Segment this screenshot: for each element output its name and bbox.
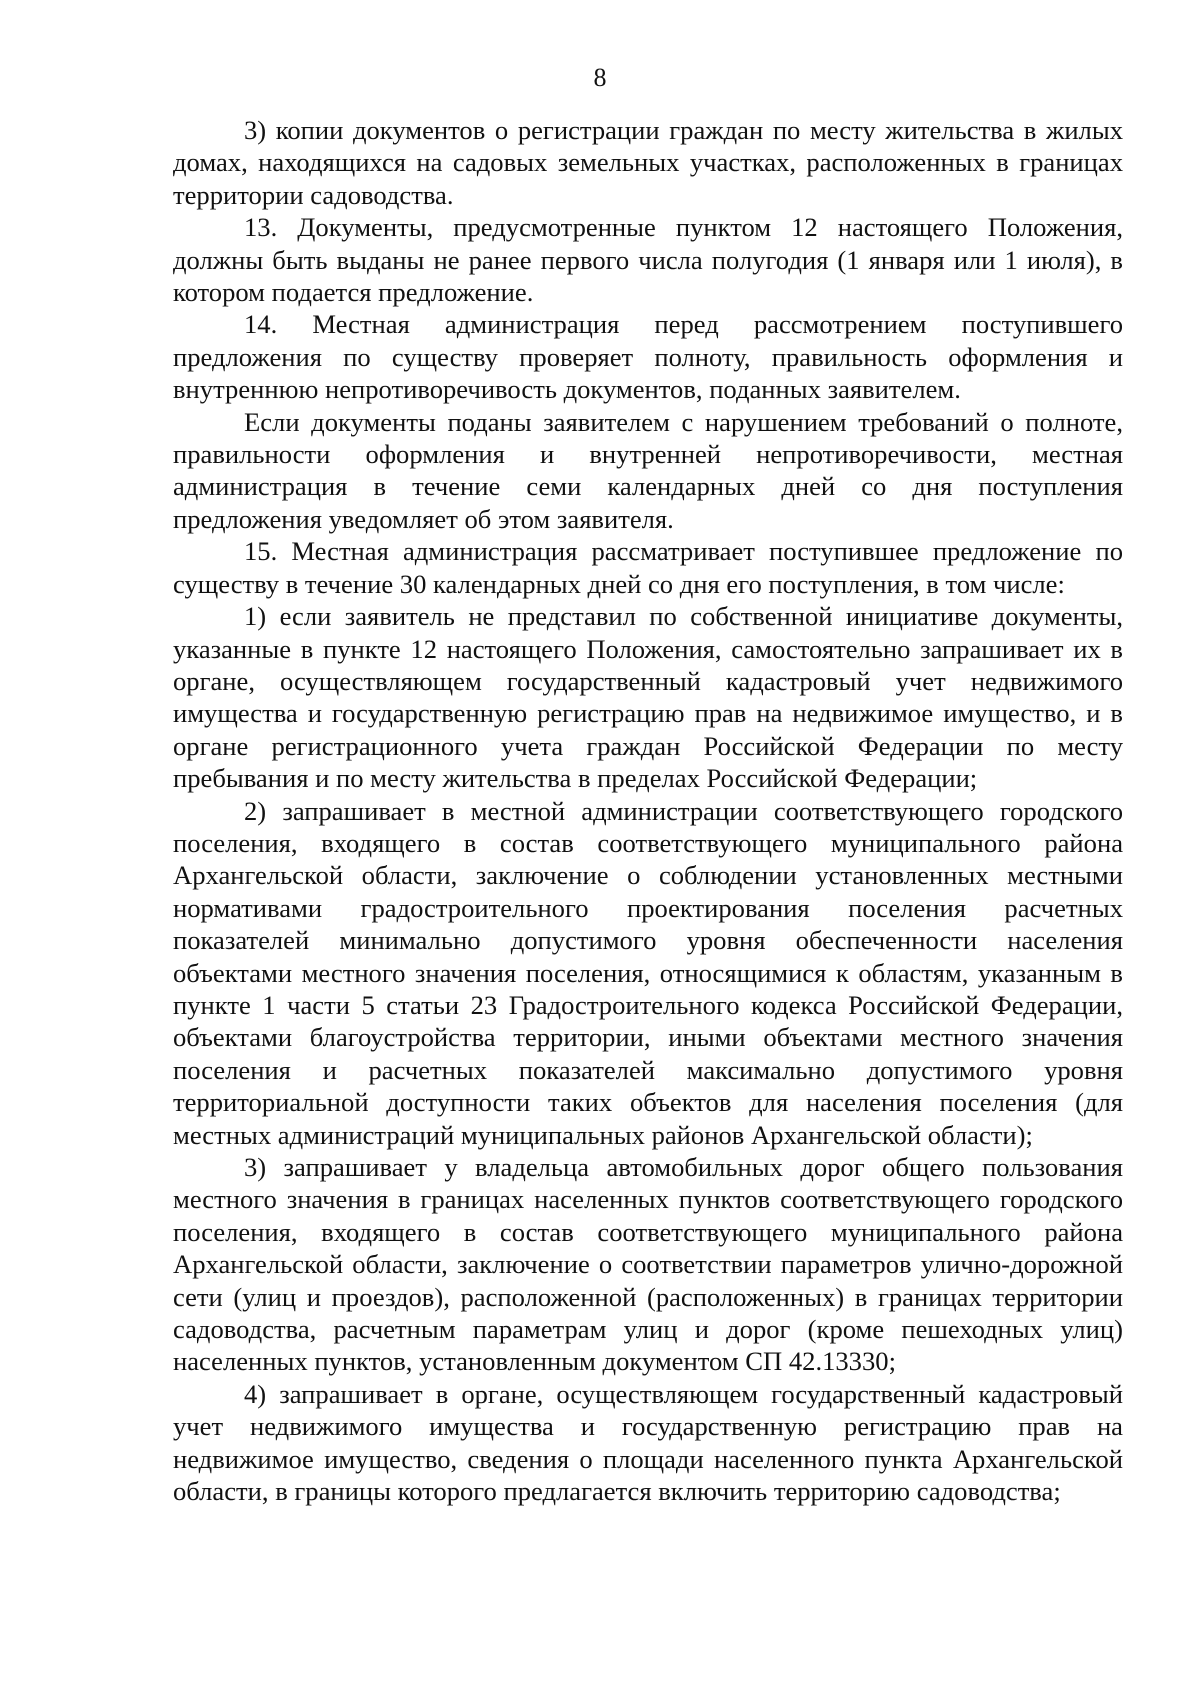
paragraph-15-item-3-road-network-conclusion: 3) запрашивает у владельца автомобильных дорог общего пользования местного значения в границах населенных пунктов соответствующего городского поселения, входящего в состав соответствующего муниципального района Архангельской области, заключение о соответствии параметров улично-дорожной сети (улиц и проездов), расположенной (расположенных) в границах территории садоводства, расчетным параметрам улиц и дорог (кроме пешеходных улиц) населенных пунктов, установленным документом СП 42.13330; [173,1152,1123,1377]
paragraph-15-item-2-urban-planning-conclusion: 2) запрашивает в местной администрации соответствующего городского поселения, входящего в состав соответствующего муниципального района Архангельской области, заключение о соблюдении установленных местными нормативами градостроительного проектирования поселения расчетных показателей минимально допустимого уровня обеспеченности населения объектами местного значения поселения, относящимися к областям, указанным в пункте 1 части 5 статьи 23 Градостроительного кодекса Российской Федерации, объектами благоустройства территории, иными объектами местного значения поселения и расчетных показателей максимально допустимого уровня территориальной доступности таких объектов для населения поселения (для местных администраций муниципальных районов Архангельской области); [173,795,1123,1150]
page-number: 8 [593,63,607,92]
paragraph-15-item-4-settlement-area-info: 4) запрашивает в органе, осуществляющем государственный кадастровый учет недвижимого имущества и государственную регистрацию прав на недвижимое имущество, сведения о площади населенного пункта Архангельской области, в границы которого предлагается включить территорию садоводства; [173,1378,1123,1507]
paragraph-item-3-registration-copies: 3) копии документов о регистрации граждан по месту жительства в жилых домах, находящихся на садовых земельных участках, расположенных в границах территории садоводства. [173,115,1123,210]
paragraph-15-item-1-request-documents: 1) если заявитель не представил по собственной инициативе документы, указанные в пункте 12 настоящего Положения, самостоятельно запрашивает их в органе, осуществляющем государственный кадастровый учет недвижимого имущества и государственную регистрацию прав на недвижимое имущество, и в органе регистрационного учета граждан Российской Федерации по месту пребывания и по месту жительства в пределах Российской Федерации; [173,601,1123,794]
paragraph-14-completeness-check: 14. Местная администрация перед рассмотрением поступившего предложения по существу проверяет полноту, правильность оформления и внутреннюю непротиворечивость документов, поданных заявителем. [173,309,1123,405]
paragraph-14-violation-notice: Если документы поданы заявителем с нарушением требований о полноте, правильности оформления и внутренней непротиворечивости, местная администрация в течение семи календарных дней со дня поступления предложения уведомляет об этом заявителя. [173,406,1123,534]
document-body [173,114,1123,1507]
paragraph-13-document-validity: 13. Документы, предусмотренные пунктом 12 настоящего Положения, должны быть выданы не ранее первого числа полугодия (1 января или 1 июля), в котором подается предложение. [173,212,1123,308]
paragraph-15-review-period: 15. Местная администрация рассматривает поступившее предложение по существу в течение 30 календарных дней со дня его поступления, в том числе: [173,536,1123,599]
